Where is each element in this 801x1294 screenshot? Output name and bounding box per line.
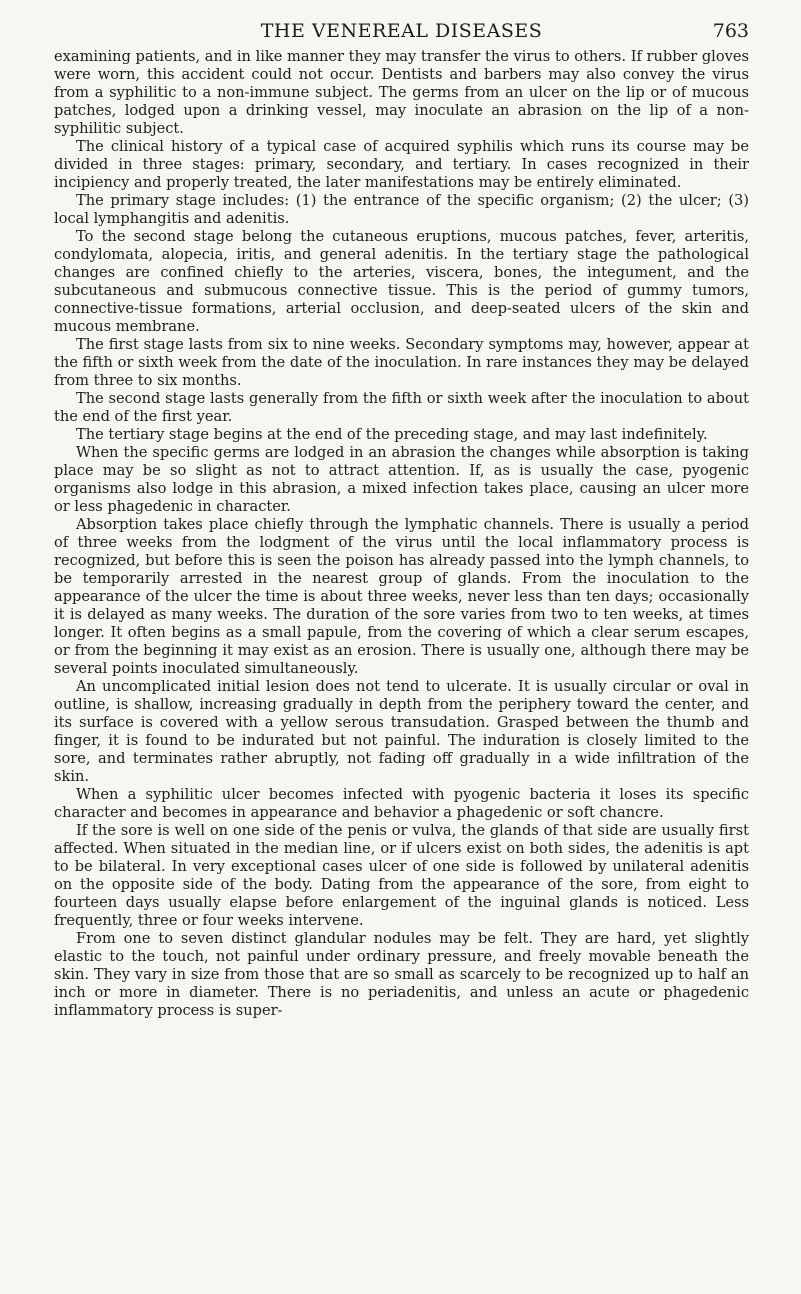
paragraph: The primary stage includes: (1) the entrance of the specific organism; (2) the ulcer; (3) local lymphangitis and adenitis. bbox=[54, 192, 749, 227]
body-text bbox=[54, 48, 749, 1020]
page-number: 763 bbox=[712, 20, 749, 42]
paragraph: An uncomplicated initial lesion does not tend to ulcerate. It is usually circular or oval in outline, is shallow, increasing gradually in depth from the periphery toward the center, and its surface is covered with a yellow serous transudation. Grasped between the thumb and finger, it is found to be indurated but not painful. The induration is closely limited to the sore, and terminates rather abruptly, not fading off gradually in a wide infiltration of the skin. bbox=[54, 678, 749, 785]
paragraph: The second stage lasts generally from the fifth or sixth week after the inoculation to about the end of the first year. bbox=[54, 390, 749, 425]
paragraph: When a syphilitic ulcer becomes infected with pyogenic bacteria it loses its specific character and becomes in appearance and behavior a phagedenic or soft chancre. bbox=[54, 786, 749, 821]
paragraph: When the specific germs are lodged in an abrasion the changes while absorption is taking place may be so slight as not to attract attention. If, as is usually the case, pyogenic organisms also lodge in this abrasion, a mixed infection takes place, causing an ulcer more or less phagedenic in character. bbox=[54, 444, 749, 515]
paragraph: examining patients, and in like manner they may transfer the virus to others. If rubber gloves were worn, this accident could not occur. Dentists and barbers may also convey the virus from a syphilitic to a non-immune subject. The germs from an ulcer on the lip or of mucous patches, lodged upon a drinking vessel, may inoculate an abrasion on the lip of a non-syphilitic subject. bbox=[54, 48, 749, 137]
page-header bbox=[54, 14, 749, 48]
paragraph: The tertiary stage begins at the end of the preceding stage, and may last indefinitely. bbox=[76, 426, 708, 443]
paragraph: If the sore is well on one side of the penis or vulva, the glands of that side are usually first affected. When situated in the median line, or if ulcers exist on both sides, the adenitis is apt to be bilateral. In very exceptional cases ulcer of one side is followed by unilateral adenitis on the opposite side of the body. Dating from the appearance of the sore, from eight to fourteen days usually elapse before enlargement of the inguinal glands is noticed. Less frequently, three or four weeks intervene. bbox=[54, 822, 749, 929]
paragraph: Absorption takes place chiefly through the lymphatic channels. There is usually a period of three weeks from the lodgment of the virus until the local inflammatory process is recognized, but before this is seen the poison has already passed into the lymph channels, to be temporarily arrested in the nearest group of glands. From the inoculation to the appearance of the ulcer the time is about three weeks, never less than ten days; occasionally it is delayed as many weeks. The duration of the sore varies from two to ten weeks, at times longer. It often begins as a small papule, from the covering of which a clear serum escapes, or from the beginning it may exist as an erosion. There is usually one, although there may be several points inoculated simultaneously. bbox=[54, 516, 749, 677]
paragraph: From one to seven distinct glandular nodules may be felt. They are hard, yet slightly elastic to the touch, not painful under ordinary pressure, and freely movable beneath the skin. They vary in size from those that are so small as scarcely to be recognized up to half an inch or more in diameter. There is no periadenitis, and unless an acute or phagedenic inflammatory process is super- bbox=[54, 930, 749, 1019]
running-title: THE VENEREAL DISEASES bbox=[260, 20, 543, 42]
paragraph: The first stage lasts from six to nine weeks. Secondary symptoms may, however, appear at the fifth or sixth week from the date of the inoculation. In rare instances they may be delayed from three to six months. bbox=[54, 336, 749, 389]
paragraph: To the second stage belong the cutaneous eruptions, mucous patches, fever, arteritis, condylomata, alopecia, iritis, and general adenitis. In the tertiary stage the pathological changes are confined chiefly to the arteries, viscera, bones, the integument, and the subcutaneous and submucous connective tissue. This is the period of gummy tumors, connective-tissue formations, arterial occlusion, and deep-seated ulcers of the skin and mucous membrane. bbox=[54, 228, 749, 335]
paragraph: The clinical history of a typical case of acquired syphilis which runs its course may be divided in three stages: primary, secondary, and tertiary. In cases recognized in their incipiency and properly treated, the later manifestations may be entirely eliminated. bbox=[54, 138, 749, 191]
